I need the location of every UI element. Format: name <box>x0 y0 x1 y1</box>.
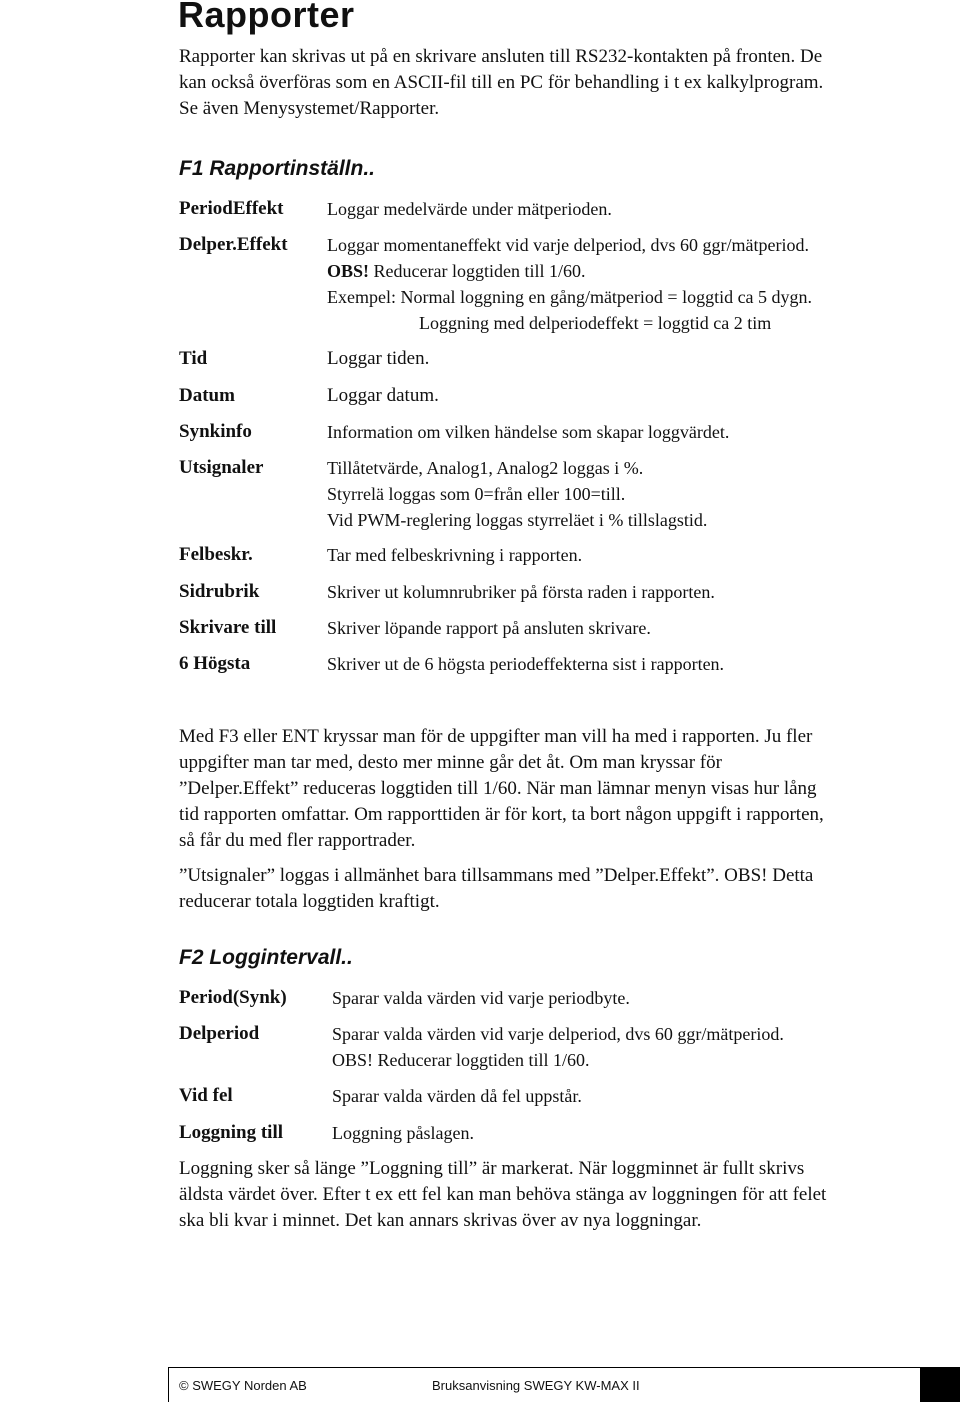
text-line: tid rapporten omfattar. Om rapporttiden är för kort, ta bort någon uppgift i rapporten, <box>179 804 824 825</box>
desc-6-hogsta: Skriver ut de 6 högsta periodeffekterna sist i rapporten. <box>327 654 725 674</box>
term-loggning-till: Loggning till <box>179 1122 283 1143</box>
text-line: äldsta värdet över. Efter t ex ett fel kan man behöva stänga av loggningen för att felet <box>179 1184 827 1205</box>
desc-skrivare-till: Skriver löpande rapport på ansluten skrivare. <box>327 618 651 638</box>
desc-felbeskr: Tar med felbeskrivning i rapporten. <box>327 545 583 565</box>
desc-sidrubrik: Skriver ut kolumnrubriker på första raden i rapporten. <box>327 582 715 602</box>
desc-example-line1: Exempel: Normal loggning en gång/mätperiod = loggtid ca 5 dygn. <box>327 287 813 307</box>
section-heading-f1: F1 Rapportinställn.. <box>179 157 376 180</box>
term-utsignaler: Utsignaler <box>179 457 264 478</box>
footer-black-block <box>920 1367 960 1402</box>
text-line: uppgifter man tar med, desto mer minne går det åt. Om man kryssar för <box>179 752 722 773</box>
desc-tid: Loggar tiden. <box>327 348 430 369</box>
obs-text: Reducerar loggtiden till 1/60. <box>369 261 586 281</box>
term-tid: Tid <box>179 348 208 369</box>
text-line: Med F3 eller ENT kryssar man för de uppgifter man vill ha med i rapporten. Ju fler <box>179 726 813 747</box>
desc-synkinfo: Information om vilken händelse som skapar loggvärdet. <box>327 422 730 442</box>
text-line: ska bli kvar i minnet. Det kan annars skrivas över av nya loggningar. <box>179 1210 702 1231</box>
text-line: kan också överföras som en ASCII-fil till en PC för behandling i t ex kalkylprogram. <box>179 72 824 93</box>
text-line: så får du med fler rapportrader. <box>179 830 416 851</box>
term-sidrubrik: Sidrubrik <box>179 581 260 602</box>
text-line: Rapporter kan skrivas ut på en skrivare ansluten till RS232-kontakten på fronten. De <box>179 46 823 67</box>
term-synkinfo: Synkinfo <box>179 421 252 442</box>
desc-datum: Loggar datum. <box>327 385 439 406</box>
term-6-hogsta: 6 Högsta <box>179 653 251 674</box>
term-vid-fel: Vid fel <box>179 1085 233 1106</box>
text-line: reducerar totala loggtiden kraftigt. <box>179 891 440 912</box>
desc-utsignaler-2: Styrrelä loggas som 0=från eller 100=till. <box>327 484 626 504</box>
desc-periodeffekt: Loggar medelvärde under mätperioden. <box>327 199 612 219</box>
desc-period-synk: Sparar valda värden vid varje periodbyte. <box>332 988 630 1008</box>
obs-label: OBS! <box>327 261 370 281</box>
term-skrivare-till: Skrivare till <box>179 617 277 638</box>
footer-manual-title: Bruksanvisning SWEGY KW-MAX II <box>432 1378 640 1393</box>
desc-delpereffekt: Loggar momentaneffekt vid varje delperiod, dvs 60 ggr/mätperiod. <box>327 235 810 255</box>
desc-delperiod-2: OBS! Reducerar loggtiden till 1/60. <box>332 1050 590 1070</box>
term-delpereffekt: Delper.Effekt <box>179 234 288 255</box>
desc-utsignaler-1: Tillåtetvärde, Analog1, Analog2 loggas i %. <box>327 458 644 478</box>
text-line: Se även Menysystemet/Rapporter. <box>179 98 440 119</box>
section-heading-f2: F2 Loggintervall.. <box>179 946 353 969</box>
intro-paragraph <box>179 44 823 122</box>
footer-rule <box>168 1367 920 1368</box>
term-datum: Datum <box>179 385 235 406</box>
desc-loggning-till: Loggning påslagen. <box>332 1123 474 1143</box>
term-periodeffekt: PeriodEffekt <box>179 198 284 219</box>
desc-delperiod-1: Sparar valda värden vid varje delperiod, dvs 60 ggr/mätperiod. <box>332 1024 784 1044</box>
page-title: Rapporter <box>178 0 355 35</box>
text-line: ”Utsignaler” loggas i allmänhet bara tillsammans med ”Delper.Effekt”. OBS! Detta <box>179 865 814 886</box>
desc-delpereffekt-obs <box>327 261 585 282</box>
desc-vid-fel: Sparar valda värden då fel uppstår. <box>332 1086 582 1106</box>
body-paragraph-2 <box>179 863 813 915</box>
desc-example-line2: Loggning med delperiodeffekt = loggtid ca 2 tim <box>419 313 772 333</box>
footer-copyright: © SWEGY Norden AB <box>179 1378 307 1393</box>
term-felbeskr: Felbeskr. <box>179 544 253 565</box>
term-delperiod: Delperiod <box>179 1023 260 1044</box>
body-paragraph-3 <box>179 1156 826 1234</box>
body-paragraph-1 <box>179 724 824 854</box>
desc-utsignaler-3: Vid PWM-reglering loggas styrreläet i % tillslagstid. <box>327 510 708 530</box>
text-line: ”Delper.Effekt” reduceras loggtiden till 1/60. När man lämnar menyn visas hur lång <box>179 778 817 799</box>
term-period-synk: Period(Synk) <box>179 987 287 1008</box>
text-line: Loggning sker så länge ”Loggning till” är markerat. När loggminnet är fullt skrivs <box>179 1158 805 1179</box>
